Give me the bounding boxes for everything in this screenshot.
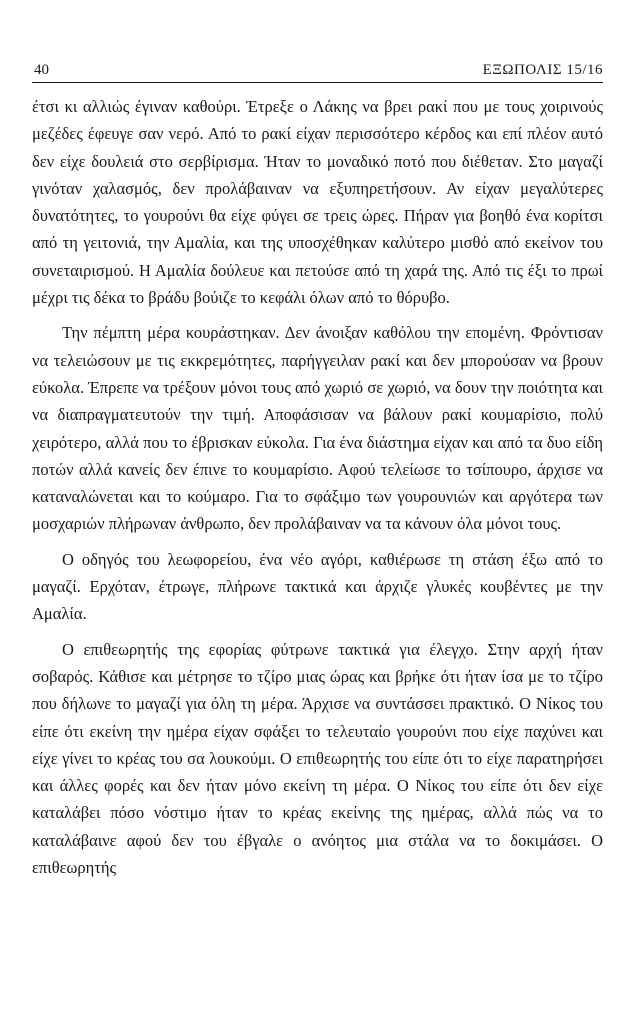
body-text xyxy=(32,93,603,881)
paragraph: Ο οδηγός του λεωφορείου, ένα νέο αγόρι, καθιέρωσε τη στάση έξω από το μαγαζί. Ερχόταν, έτρωγε, πλήρωνε τακτικά και άρχιζε γλυκές κουβέντες με την Αμαλία. xyxy=(32,549,603,624)
paragraph: έτσι κι αλλιώς έγιναν καθούρι. Έτρεξε ο Λάκης να βρει ρακί που με τους χοιρινούς μεζέδες έφευγε σαν νερό. Από το ρακί είχαν περισσότερο κέρδος και επί πλέον αυτό δεν είχε δουλειά στο σερβίρισμα. Ήταν το μοναδικό ποτό που διέθεταν. Στο μαγαζί γινόταν χαλασμός, δεν προλάβαιναν να εξυπηρετήσουν. Αν είχαν μεγαλύτερες δυνατότητες, το γουρούνι θα είχε φύγει σε τρεις ώρες. Πήραν για βοηθό ένα κορίτσι από τη γειτονιά, την Αμαλία, και της υποσχέθηκαν καλύτερο μισθό από εκείνον του συνεταιρισμού. Η Αμαλία δούλευε και πετούσε από τη χαρά της. Από τις έξι το πρωί μέχρι τις δέκα το βράδυ βούιζε το κεφάλι όλων από το θόρυβο. xyxy=(32,97,603,308)
page-header xyxy=(32,62,603,83)
running-title: ΕΞΩΠΟΛΙΣ 15/16 xyxy=(482,62,603,78)
page-number: 40 xyxy=(34,62,49,78)
book-page xyxy=(32,62,603,889)
paragraph: Ο επιθεωρητής της εφορίας φύτρωνε τακτικά για έλεγχο. Στην αρχή ήταν σοβαρός. Κάθισε και μέτρησε το τζίρο μιας ώρας και βρήκε ότι ήταν ίσα με το τζίρο που δήλωνε το μαγαζί για όλη τη μέρα. Άρχισε να συντάσσει πρακτικό. Ο Νίκος του είπε ότι εκείνη την ημέρα είχαν σφάξει το τελευταίο γουρούνι που είχε παχύνει και είχε γίνει το κρέας του σα λουκούμι. Ο επιθεωρητής του είπε ότι το είχε παρατηρήσει και άλλες φορές και δεν ήταν μόνο εκείνη τη μέρα. Ο Νίκος του είπε ότι δεν είχε καταλάβει πόσο νόστιμο ήταν το κρέας εκείνης της ημέρας, αλλά πώς να το καταλάβαινε αφού δεν του έβγαλε ο ανόητος μια στάλα να το δοκιμάσει. Ο επιθεωρητής xyxy=(32,639,603,878)
paragraph: Την πέμπτη μέρα κουράστηκαν. Δεν άνοιξαν καθόλου την επομένη. Φρόντισαν να τελειώσουν με τις εκκρεμότητες, παρήγγειλαν ρακί και δεν μπορούσαν να βρουν εύκολα. Έπρεπε να τρέξουν μόνοι τους από χωριό σε χωριό, να δουν την ποιότητα και να διαπραγματευτούν την τιμή. Αποφάσισαν να βάλουν ρακί κουμαρίσιο, πολύ χειρότερο, αλλά που το έβρισκαν εύκολα. Για ένα διάστημα είχαν και από τα δυο είδη ποτών αλλά κανείς δεν έπινε το κουμαρίσιο. Αφού τελείωσε το τσίπουρο, άρχισε να καταναλώνεται και το κούμαρο. Για το σφάξιμο των γουρουνιών και αργότερα των μοσχαριών πλήρωναν άνθρωπο, δεν προλάβαιναν να τα κάνουν όλα μόνοι τους. xyxy=(32,323,603,534)
